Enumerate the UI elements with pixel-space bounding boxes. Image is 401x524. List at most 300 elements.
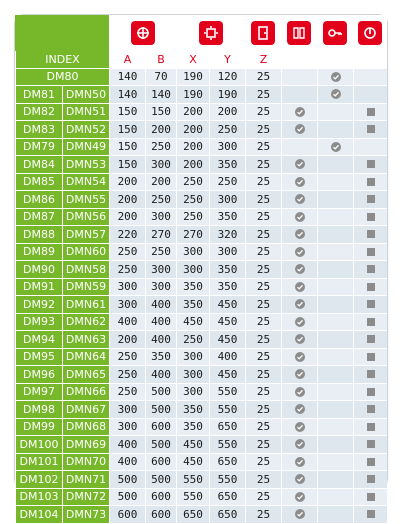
table-row: [15, 226, 387, 244]
dimension-cell-a: 150: [109, 104, 145, 122]
dimension-cell-z: 25: [245, 489, 281, 507]
model-code-cell: DM91: [15, 279, 62, 297]
dimension-cell-y: 350: [209, 156, 245, 174]
table-row: [15, 104, 387, 122]
feature-cell-c2: [317, 349, 353, 367]
dimension-cell-y: 550: [209, 471, 245, 489]
dimension-cell-z: 25: [245, 296, 281, 314]
feature-cell-c1: [281, 191, 317, 209]
feature-cell-c1: [281, 384, 317, 402]
check-icon: [295, 282, 305, 292]
table-row: [15, 314, 387, 332]
model-code-cell: DM87: [15, 209, 62, 227]
dimension-cell-a: 500: [109, 471, 145, 489]
dimension-cell-z: 25: [245, 506, 281, 524]
dimension-cell-a: 400: [109, 436, 145, 454]
icon-header-cell: [353, 15, 387, 51]
feature-cell-c3: [353, 331, 387, 349]
model-alt-code-cell: DMN57: [62, 226, 109, 244]
table-row: [15, 349, 387, 367]
square-icon: [367, 108, 375, 116]
feature-cell-c1: [281, 506, 317, 524]
check-icon: [295, 509, 305, 519]
dimension-cell-b: 600: [145, 506, 176, 524]
model-alt-code-cell: DMN60: [62, 244, 109, 262]
check-icon: [295, 474, 305, 484]
model-alt-code-cell: DMN55: [62, 191, 109, 209]
icon-header-cell: [317, 15, 353, 51]
table-row: [15, 139, 387, 157]
square-icon: [367, 370, 375, 378]
dimension-cell-z: 25: [245, 191, 281, 209]
dimension-cell-z: 25: [245, 209, 281, 227]
dimension-cell-x: 550: [176, 471, 209, 489]
column-letter-blank: [281, 51, 317, 69]
feature-cell-c2: [317, 261, 353, 279]
dimension-cell-y: 550: [209, 436, 245, 454]
dimension-cell-y: 300: [209, 191, 245, 209]
dimension-cell-z: 25: [245, 401, 281, 419]
dimension-cell-y: 120: [209, 69, 245, 87]
feature-cell-c1: [281, 366, 317, 384]
dimension-cell-b: 300: [145, 156, 176, 174]
dimension-cell-y: 550: [209, 401, 245, 419]
feature-cell-c3: [353, 104, 387, 122]
column-letter-blank: [353, 51, 387, 69]
model-code-cell: DM80: [15, 69, 109, 87]
model-alt-code-cell: DMN61: [62, 296, 109, 314]
feature-cell-c2: [317, 226, 353, 244]
dimension-cell-x: 300: [176, 366, 209, 384]
feature-cell-c1: [281, 401, 317, 419]
dimension-cell-y: 400: [209, 349, 245, 367]
dimension-cell-b: 500: [145, 401, 176, 419]
dimension-cell-b: 200: [145, 174, 176, 192]
dimension-cell-x: 270: [176, 226, 209, 244]
dimension-cell-a: 200: [109, 209, 145, 227]
table-grid: [15, 15, 387, 521]
feature-cell-c1: [281, 349, 317, 367]
square-icon: [367, 265, 375, 273]
check-icon: [295, 229, 305, 239]
dimension-cell-b: 400: [145, 366, 176, 384]
square-icon: [367, 440, 375, 448]
dimension-cell-a: 200: [109, 191, 145, 209]
model-code-cell: DM101: [15, 454, 62, 472]
dimension-cell-x: 300: [176, 244, 209, 262]
table-row: [15, 384, 387, 402]
dimension-cell-x: 200: [176, 121, 209, 139]
check-icon: [295, 107, 305, 117]
dimension-cell-a: 250: [109, 244, 145, 262]
crosshair-icon: [131, 21, 155, 45]
feature-cell-c3: [353, 86, 387, 104]
dimension-cell-y: 190: [209, 86, 245, 104]
icon-header-cell: [109, 15, 176, 51]
check-icon: [295, 159, 305, 169]
model-alt-code-cell: DMN63: [62, 331, 109, 349]
feature-cell-c2: [317, 121, 353, 139]
model-code-cell: DM90: [15, 261, 62, 279]
feature-cell-c1: [281, 296, 317, 314]
feature-cell-c2: [317, 209, 353, 227]
table-row: [15, 331, 387, 349]
model-code-cell: DM94: [15, 331, 62, 349]
feature-cell-c2: [317, 86, 353, 104]
check-icon: [295, 194, 305, 204]
dimension-cell-y: 650: [209, 419, 245, 437]
dimension-cell-b: 500: [145, 384, 176, 402]
dimension-cell-x: 250: [176, 191, 209, 209]
dimension-cell-b: 600: [145, 454, 176, 472]
dimension-cell-x: 450: [176, 454, 209, 472]
feature-cell-c2: [317, 489, 353, 507]
feature-cell-c2: [317, 506, 353, 524]
dimension-cell-x: 300: [176, 261, 209, 279]
model-code-cell: DM83: [15, 121, 62, 139]
feature-cell-c2: [317, 174, 353, 192]
model-alt-code-cell: DMN53: [62, 156, 109, 174]
dimension-cell-b: 400: [145, 314, 176, 332]
feature-cell-c1: [281, 156, 317, 174]
dimension-cell-a: 400: [109, 314, 145, 332]
check-icon: [295, 247, 305, 257]
dimension-cell-b: 400: [145, 296, 176, 314]
dimension-cell-y: 450: [209, 296, 245, 314]
dimension-cell-b: 250: [145, 139, 176, 157]
column-letter: Y: [209, 51, 245, 69]
model-code-cell: DM96: [15, 366, 62, 384]
feature-cell-c2: [317, 419, 353, 437]
dimension-cell-a: 150: [109, 121, 145, 139]
feature-cell-c3: [353, 121, 387, 139]
dimension-cell-b: 300: [145, 261, 176, 279]
dimension-cell-x: 350: [176, 401, 209, 419]
dimension-cell-a: 300: [109, 279, 145, 297]
feature-cell-c3: [353, 279, 387, 297]
icon-header-row: [15, 15, 387, 51]
feature-cell-c2: [317, 156, 353, 174]
dimension-cell-a: 250: [109, 366, 145, 384]
dimension-cell-a: 300: [109, 296, 145, 314]
square-icon: [367, 160, 375, 168]
dimension-cell-b: 250: [145, 191, 176, 209]
table-row: [15, 366, 387, 384]
table-row: [15, 401, 387, 419]
table-row: [15, 209, 387, 227]
square-icon: [367, 195, 375, 203]
dimension-cell-b: 350: [145, 349, 176, 367]
dimension-cell-a: 200: [109, 331, 145, 349]
feature-cell-c1: [281, 261, 317, 279]
dimension-cell-b: 300: [145, 209, 176, 227]
dimension-cell-b: 200: [145, 121, 176, 139]
check-icon: [295, 369, 305, 379]
table-row: [15, 506, 387, 524]
dimension-cell-a: 140: [109, 69, 145, 87]
square-icon: [367, 423, 375, 431]
check-icon: [295, 177, 305, 187]
dimension-cell-z: 25: [245, 156, 281, 174]
model-alt-code-cell: DMN59: [62, 279, 109, 297]
dimension-cell-y: 350: [209, 261, 245, 279]
icon-header-cell: [176, 15, 245, 51]
dimension-cell-b: 600: [145, 419, 176, 437]
model-code-cell: DM95: [15, 349, 62, 367]
feature-cell-c2: [317, 384, 353, 402]
column-letter: X: [176, 51, 209, 69]
feature-cell-c2: [317, 401, 353, 419]
table-row: [15, 156, 387, 174]
fit-frame-icon: [199, 21, 223, 45]
feature-cell-c2: [317, 69, 353, 87]
square-icon: [367, 493, 375, 501]
model-alt-code-cell: DMN52: [62, 121, 109, 139]
dimension-cell-z: 25: [245, 279, 281, 297]
feature-cell-c3: [353, 296, 387, 314]
feature-cell-c3: [353, 209, 387, 227]
table-row: [15, 69, 387, 87]
table-row: [15, 454, 387, 472]
feature-cell-c2: [317, 296, 353, 314]
model-alt-code-cell: DMN68: [62, 419, 109, 437]
feature-cell-c2: [317, 471, 353, 489]
dimension-cell-b: 140: [145, 86, 176, 104]
feature-cell-c3: [353, 69, 387, 87]
dimension-cell-y: 550: [209, 384, 245, 402]
dimension-cell-a: 600: [109, 506, 145, 524]
dimension-cell-y: 450: [209, 366, 245, 384]
feature-cell-c1: [281, 226, 317, 244]
dimension-cell-z: 25: [245, 419, 281, 437]
square-icon: [367, 178, 375, 186]
feature-cell-c3: [353, 384, 387, 402]
feature-cell-c2: [317, 244, 353, 262]
dimension-cell-b: 500: [145, 471, 176, 489]
check-icon: [331, 89, 341, 99]
feature-cell-c3: [353, 314, 387, 332]
model-code-cell: DM81: [15, 86, 62, 104]
model-code-cell: DM84: [15, 156, 62, 174]
dimension-cell-y: 300: [209, 139, 245, 157]
dimension-cell-x: 350: [176, 279, 209, 297]
model-code-cell: DM86: [15, 191, 62, 209]
dimension-cell-z: 25: [245, 121, 281, 139]
dimension-cell-a: 150: [109, 139, 145, 157]
dimension-cell-x: 300: [176, 349, 209, 367]
column-letter: B: [145, 51, 176, 69]
model-alt-code-cell: DMN50: [62, 86, 109, 104]
parts-icon: [287, 21, 311, 45]
product-table: [14, 14, 388, 521]
key-icon: [323, 21, 347, 45]
dimension-cell-x: 300: [176, 384, 209, 402]
dimension-cell-a: 140: [109, 86, 145, 104]
square-icon: [367, 458, 375, 466]
feature-cell-c1: [281, 489, 317, 507]
model-alt-code-cell: DMN54: [62, 174, 109, 192]
feature-cell-c2: [317, 104, 353, 122]
column-letter-blank: [317, 51, 353, 69]
table-row: [15, 419, 387, 437]
dimension-cell-x: 650: [176, 506, 209, 524]
feature-cell-c3: [353, 471, 387, 489]
model-alt-code-cell: DMN58: [62, 261, 109, 279]
feature-cell-c1: [281, 454, 317, 472]
model-code-cell: DM79: [15, 139, 62, 157]
feature-cell-c3: [353, 436, 387, 454]
dimension-cell-a: 150: [109, 156, 145, 174]
dimension-cell-z: 25: [245, 349, 281, 367]
dimension-cell-y: 350: [209, 209, 245, 227]
feature-cell-c3: [353, 401, 387, 419]
feature-cell-c2: [317, 436, 353, 454]
power-icon: [358, 21, 382, 45]
model-code-cell: DM100: [15, 436, 62, 454]
dimension-cell-a: 500: [109, 489, 145, 507]
model-alt-code-cell: DMN72: [62, 489, 109, 507]
feature-cell-c3: [353, 261, 387, 279]
model-code-cell: DM98: [15, 401, 62, 419]
dimension-cell-b: 300: [145, 279, 176, 297]
dimension-cell-y: 320: [209, 226, 245, 244]
dimension-cell-x: 250: [176, 209, 209, 227]
feature-cell-c2: [317, 191, 353, 209]
feature-cell-c1: [281, 436, 317, 454]
feature-cell-c3: [353, 139, 387, 157]
model-code-cell: DM92: [15, 296, 62, 314]
dimension-cell-z: 25: [245, 314, 281, 332]
model-code-cell: DM104: [15, 506, 62, 524]
dimension-cell-b: 150: [145, 104, 176, 122]
model-alt-code-cell: DMN62: [62, 314, 109, 332]
dimension-cell-a: 250: [109, 261, 145, 279]
feature-cell-c1: [281, 471, 317, 489]
dimension-cell-y: 250: [209, 174, 245, 192]
feature-cell-c3: [353, 244, 387, 262]
table-row: [15, 296, 387, 314]
check-icon: [295, 317, 305, 327]
dimension-cell-x: 550: [176, 489, 209, 507]
square-icon: [367, 213, 375, 221]
table-row: [15, 86, 387, 104]
dimension-cell-y: 450: [209, 331, 245, 349]
check-icon: [295, 299, 305, 309]
dimension-cell-z: 25: [245, 366, 281, 384]
model-code-cell: DM99: [15, 419, 62, 437]
feature-cell-c1: [281, 86, 317, 104]
feature-cell-c1: [281, 314, 317, 332]
check-icon: [331, 142, 341, 152]
feature-cell-c2: [317, 279, 353, 297]
feature-cell-c3: [353, 156, 387, 174]
dimension-cell-y: 200: [209, 104, 245, 122]
dimension-cell-x: 350: [176, 419, 209, 437]
feature-cell-c1: [281, 279, 317, 297]
dimension-cell-z: 25: [245, 69, 281, 87]
feature-cell-c1: [281, 174, 317, 192]
dimension-cell-x: 200: [176, 156, 209, 174]
feature-cell-c3: [353, 174, 387, 192]
check-icon: [295, 124, 305, 134]
check-icon: [295, 439, 305, 449]
square-icon: [367, 388, 375, 396]
model-alt-code-cell: DMN67: [62, 401, 109, 419]
square-icon: [367, 475, 375, 483]
feature-cell-c3: [353, 506, 387, 524]
index-label: INDEX: [15, 51, 109, 69]
dimension-cell-a: 300: [109, 419, 145, 437]
check-icon: [295, 422, 305, 432]
model-code-cell: DM85: [15, 174, 62, 192]
dimension-cell-a: 250: [109, 349, 145, 367]
dimension-cell-x: 250: [176, 174, 209, 192]
feature-cell-c3: [353, 454, 387, 472]
dimension-cell-y: 450: [209, 314, 245, 332]
feature-cell-c2: [317, 366, 353, 384]
square-icon: [367, 318, 375, 326]
model-code-cell: DM103: [15, 489, 62, 507]
model-alt-code-cell: DMN49: [62, 139, 109, 157]
dimension-cell-y: 650: [209, 489, 245, 507]
dimension-cell-x: 190: [176, 86, 209, 104]
check-icon: [295, 404, 305, 414]
dimension-cell-x: 200: [176, 139, 209, 157]
dimension-cell-z: 25: [245, 104, 281, 122]
check-icon: [295, 492, 305, 502]
check-icon: [295, 334, 305, 344]
dimension-cell-z: 25: [245, 384, 281, 402]
check-icon: [295, 212, 305, 222]
dimension-cell-z: 25: [245, 261, 281, 279]
feature-cell-c1: [281, 121, 317, 139]
dimension-cell-z: 25: [245, 331, 281, 349]
model-alt-code-cell: DMN71: [62, 471, 109, 489]
table-row: [15, 489, 387, 507]
feature-cell-c1: [281, 244, 317, 262]
feature-cell-c2: [317, 454, 353, 472]
model-code-cell: DM97: [15, 384, 62, 402]
dimension-cell-x: 250: [176, 331, 209, 349]
check-icon: [295, 264, 305, 274]
model-alt-code-cell: DMN70: [62, 454, 109, 472]
dimension-cell-z: 25: [245, 226, 281, 244]
dimension-cell-x: 190: [176, 69, 209, 87]
door-icon: [251, 21, 275, 45]
model-alt-code-cell: DMN51: [62, 104, 109, 122]
header-corner: [15, 15, 109, 51]
feature-cell-c3: [353, 489, 387, 507]
dimension-cell-a: 220: [109, 226, 145, 244]
dimension-cell-b: 400: [145, 331, 176, 349]
check-icon: [331, 72, 341, 82]
column-letter: Z: [245, 51, 281, 69]
feature-cell-c1: [281, 104, 317, 122]
dimension-cell-x: 350: [176, 296, 209, 314]
feature-cell-c1: [281, 139, 317, 157]
icon-header-cell: [245, 15, 281, 51]
feature-cell-c3: [353, 349, 387, 367]
model-code-cell: DM82: [15, 104, 62, 122]
model-code-cell: DM102: [15, 471, 62, 489]
dimension-cell-y: 250: [209, 121, 245, 139]
square-icon: [367, 510, 375, 518]
table-row: [15, 191, 387, 209]
square-icon: [367, 230, 375, 238]
model-alt-code-cell: DMN73: [62, 506, 109, 524]
square-icon: [367, 353, 375, 361]
dimension-cell-a: 250: [109, 384, 145, 402]
